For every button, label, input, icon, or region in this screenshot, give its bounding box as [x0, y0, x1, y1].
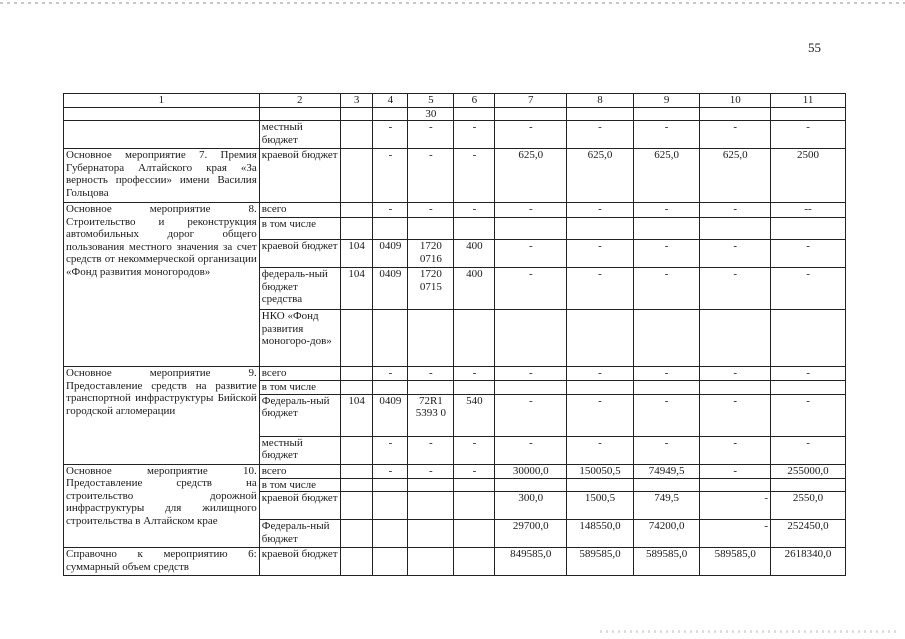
activity-name: Основное мероприятие 8. Строительство и реконструкция автомобильных дорог общего пользования местного значения за счет средств от некоммерческой организации «Фонд развития моногородов»	[64, 203, 260, 367]
table-cell: -	[633, 121, 700, 149]
column-header: 8	[567, 94, 634, 108]
table-cell: -	[567, 394, 634, 436]
table-cell: 2500	[771, 149, 846, 203]
table-cell: -	[700, 268, 771, 310]
table-cell	[454, 492, 495, 520]
table-cell: -	[771, 367, 846, 381]
table-cell	[340, 107, 373, 121]
table-cell: 589585,0	[633, 548, 700, 576]
table-cell: 849585,0	[495, 548, 567, 576]
table-cell: 252450,0	[771, 520, 846, 548]
table-cell: -	[700, 121, 771, 149]
table-cell: 72R1 5393 0	[408, 394, 454, 436]
table-cell: 0409	[373, 268, 408, 310]
table-cell: -	[495, 436, 567, 464]
table-cell: всего	[259, 203, 340, 218]
table-cell	[771, 381, 846, 395]
table-cell: местный бюджет	[259, 436, 340, 464]
table-row	[64, 121, 846, 149]
table-cell	[373, 492, 408, 520]
table-cell	[340, 464, 373, 478]
table-cell	[633, 107, 700, 121]
table-cell: -	[633, 394, 700, 436]
table-cell	[340, 478, 373, 492]
table-cell: -	[771, 436, 846, 464]
table-cell: 1720 0716	[408, 240, 454, 268]
table-cell	[340, 367, 373, 381]
table-cell: 74200,0	[633, 520, 700, 548]
table-cell	[495, 478, 567, 492]
table-cell: -	[495, 240, 567, 268]
table-row	[64, 367, 846, 381]
table-cell: -	[567, 268, 634, 310]
table-cell: в том числе	[259, 478, 340, 492]
table-cell: 589585,0	[700, 548, 771, 576]
table-cell	[340, 310, 373, 367]
table-cell	[373, 478, 408, 492]
table-cell: -	[700, 394, 771, 436]
column-header: 7	[495, 94, 567, 108]
table-cell	[340, 149, 373, 203]
table-cell: в том числе	[259, 218, 340, 240]
table-cell	[373, 548, 408, 576]
table-cell: -	[373, 149, 408, 203]
table-row	[64, 203, 846, 218]
table-cell: -	[495, 268, 567, 310]
scan-edge-top	[0, 2, 905, 4]
table-cell: 625,0	[700, 149, 771, 203]
table-cell: 589585,0	[567, 548, 634, 576]
table-cell	[495, 107, 567, 121]
table-cell	[340, 548, 373, 576]
column-header: 6	[454, 94, 495, 108]
table-cell: -	[633, 268, 700, 310]
table-cell: -	[495, 367, 567, 381]
table-cell: федераль-ный бюджет средства	[259, 268, 340, 310]
table-cell: -	[495, 394, 567, 436]
table-cell: --	[771, 203, 846, 218]
table-row	[64, 107, 846, 121]
table-cell	[340, 121, 373, 149]
table-cell: 30000,0	[495, 464, 567, 478]
activity-name: Основное мероприятие 7. Премия Губернатора Алтайского края «За верность профессии» имени Василия Гольцова	[64, 149, 260, 203]
table-cell: 300,0	[495, 492, 567, 520]
table-cell	[700, 218, 771, 240]
table-cell	[700, 478, 771, 492]
table-cell	[408, 310, 454, 367]
table-cell: -	[373, 367, 408, 381]
table-cell	[700, 310, 771, 367]
table-row	[64, 464, 846, 478]
table-cell: -	[700, 492, 771, 520]
table-cell: 29700,0	[495, 520, 567, 548]
table-cell	[340, 436, 373, 464]
table-cell: 104	[340, 268, 373, 310]
table-cell: краевой бюджет	[259, 240, 340, 268]
table-cell	[454, 381, 495, 395]
column-header: 1	[64, 94, 260, 108]
activity-name: Справочно к мероприятию 6: суммарный объем средств	[64, 548, 260, 576]
table-cell: -	[771, 394, 846, 436]
table-cell: 255000,0	[771, 464, 846, 478]
table-cell: в том числе	[259, 381, 340, 395]
table-cell	[340, 520, 373, 548]
table-cell: 2618340,0	[771, 548, 846, 576]
table-cell: -	[771, 240, 846, 268]
table-cell: 2550,0	[771, 492, 846, 520]
table-cell: -	[700, 520, 771, 548]
table-cell: 150050,5	[567, 464, 634, 478]
table-cell: -	[373, 436, 408, 464]
table-cell: -	[408, 149, 454, 203]
activity-name: Основное мероприятие 10. Предоставление средств на строительство дорожной инфраструктуры для жилищного строительства в Алтайском крае	[64, 464, 260, 548]
table-cell: -	[373, 464, 408, 478]
table-row	[64, 548, 846, 576]
table-cell: 1500,5	[567, 492, 634, 520]
table-cell: -	[454, 121, 495, 149]
column-header: 5	[408, 94, 454, 108]
table-cell: -	[373, 203, 408, 218]
table-cell	[408, 492, 454, 520]
table-cell: -	[454, 464, 495, 478]
scan-edge-bottom	[600, 630, 900, 633]
table-cell: всего	[259, 367, 340, 381]
table-cell	[633, 478, 700, 492]
table-cell: 148550,0	[567, 520, 634, 548]
table-cell: -	[567, 436, 634, 464]
column-header: 9	[633, 94, 700, 108]
table-cell: всего	[259, 464, 340, 478]
table-cell: -	[700, 240, 771, 268]
table-cell: -	[408, 121, 454, 149]
table-cell	[567, 310, 634, 367]
table-cell	[771, 218, 846, 240]
table-cell: 1720 0715	[408, 268, 454, 310]
table-cell	[373, 218, 408, 240]
table-cell: -	[408, 367, 454, 381]
table-cell	[454, 107, 495, 121]
table-cell	[771, 478, 846, 492]
table-cell: -	[633, 203, 700, 218]
table-cell: 104	[340, 394, 373, 436]
table-cell	[771, 107, 846, 121]
table-cell: -	[567, 240, 634, 268]
table-cell	[408, 548, 454, 576]
table-cell: 400	[454, 268, 495, 310]
table-cell: местный бюджет	[259, 121, 340, 149]
table-cell: краевой бюджет	[259, 548, 340, 576]
table-cell	[454, 310, 495, 367]
table-cell: -	[633, 367, 700, 381]
table-cell	[633, 218, 700, 240]
table-cell: -	[454, 436, 495, 464]
table-cell: 540	[454, 394, 495, 436]
table-cell	[373, 520, 408, 548]
table-cell	[64, 121, 260, 149]
table-cell: -	[495, 121, 567, 149]
table-cell: 625,0	[567, 149, 634, 203]
table-cell	[633, 381, 700, 395]
table-cell: 749,5	[633, 492, 700, 520]
table-cell: -	[567, 203, 634, 218]
table-cell: -	[373, 121, 408, 149]
column-header: 4	[373, 94, 408, 108]
table-cell: 74949,5	[633, 464, 700, 478]
table-cell	[373, 381, 408, 395]
table-cell	[408, 381, 454, 395]
table-cell: -	[454, 367, 495, 381]
table-cell	[567, 218, 634, 240]
table-cell: 625,0	[633, 149, 700, 203]
table-cell	[495, 381, 567, 395]
table-cell: 0409	[373, 394, 408, 436]
header-row	[64, 94, 846, 108]
table-cell	[340, 381, 373, 395]
table-cell	[633, 310, 700, 367]
table-cell: -	[700, 464, 771, 478]
table-cell: 30	[408, 107, 454, 121]
table-cell	[408, 478, 454, 492]
table-cell	[454, 218, 495, 240]
column-header: 3	[340, 94, 373, 108]
table-cell	[567, 107, 634, 121]
table-cell: -	[408, 464, 454, 478]
table-cell: 625,0	[495, 149, 567, 203]
table-cell: краевой бюджет	[259, 149, 340, 203]
table-cell: -	[408, 203, 454, 218]
table-cell: Федераль-ный бюджет	[259, 394, 340, 436]
budget-table	[63, 93, 846, 576]
table-cell	[567, 381, 634, 395]
table-cell	[454, 548, 495, 576]
table-cell	[567, 478, 634, 492]
table-cell	[408, 218, 454, 240]
table-cell	[700, 381, 771, 395]
table-cell: Федераль-ный бюджет	[259, 520, 340, 548]
table-cell	[373, 107, 408, 121]
table-cell: 400	[454, 240, 495, 268]
table-cell	[64, 107, 260, 121]
table-cell: -	[567, 121, 634, 149]
table-cell	[700, 107, 771, 121]
table-cell: НКО «Фонд развития моногоро-дов»	[259, 310, 340, 367]
table-cell	[340, 218, 373, 240]
table-cell	[340, 492, 373, 520]
page-number: 55	[808, 40, 821, 55]
table-row	[64, 149, 846, 203]
table-cell: -	[454, 149, 495, 203]
column-header: 10	[700, 94, 771, 108]
table-cell: -	[771, 121, 846, 149]
table-cell: -	[454, 203, 495, 218]
column-header: 2	[259, 94, 340, 108]
table-cell	[454, 478, 495, 492]
table-cell	[454, 520, 495, 548]
table-cell	[771, 310, 846, 367]
table-cell	[340, 203, 373, 218]
table-cell	[408, 520, 454, 548]
table-cell	[259, 107, 340, 121]
table-cell: -	[771, 268, 846, 310]
table-cell: 104	[340, 240, 373, 268]
activity-name: Основное мероприятие 9. Предоставление средств на развитие транспортной инфраструктуры Бийской городской агломерации	[64, 367, 260, 465]
table-cell: -	[633, 436, 700, 464]
table-cell: краевой бюджет	[259, 492, 340, 520]
table-cell	[373, 310, 408, 367]
table-cell: -	[408, 436, 454, 464]
table-cell: -	[700, 436, 771, 464]
table-cell: -	[495, 203, 567, 218]
table-cell: -	[633, 240, 700, 268]
table-cell: -	[700, 367, 771, 381]
column-header: 11	[771, 94, 846, 108]
table-cell	[495, 218, 567, 240]
table-cell	[495, 310, 567, 367]
table-cell: -	[700, 203, 771, 218]
table-cell: -	[567, 367, 634, 381]
table-cell: 0409	[373, 240, 408, 268]
